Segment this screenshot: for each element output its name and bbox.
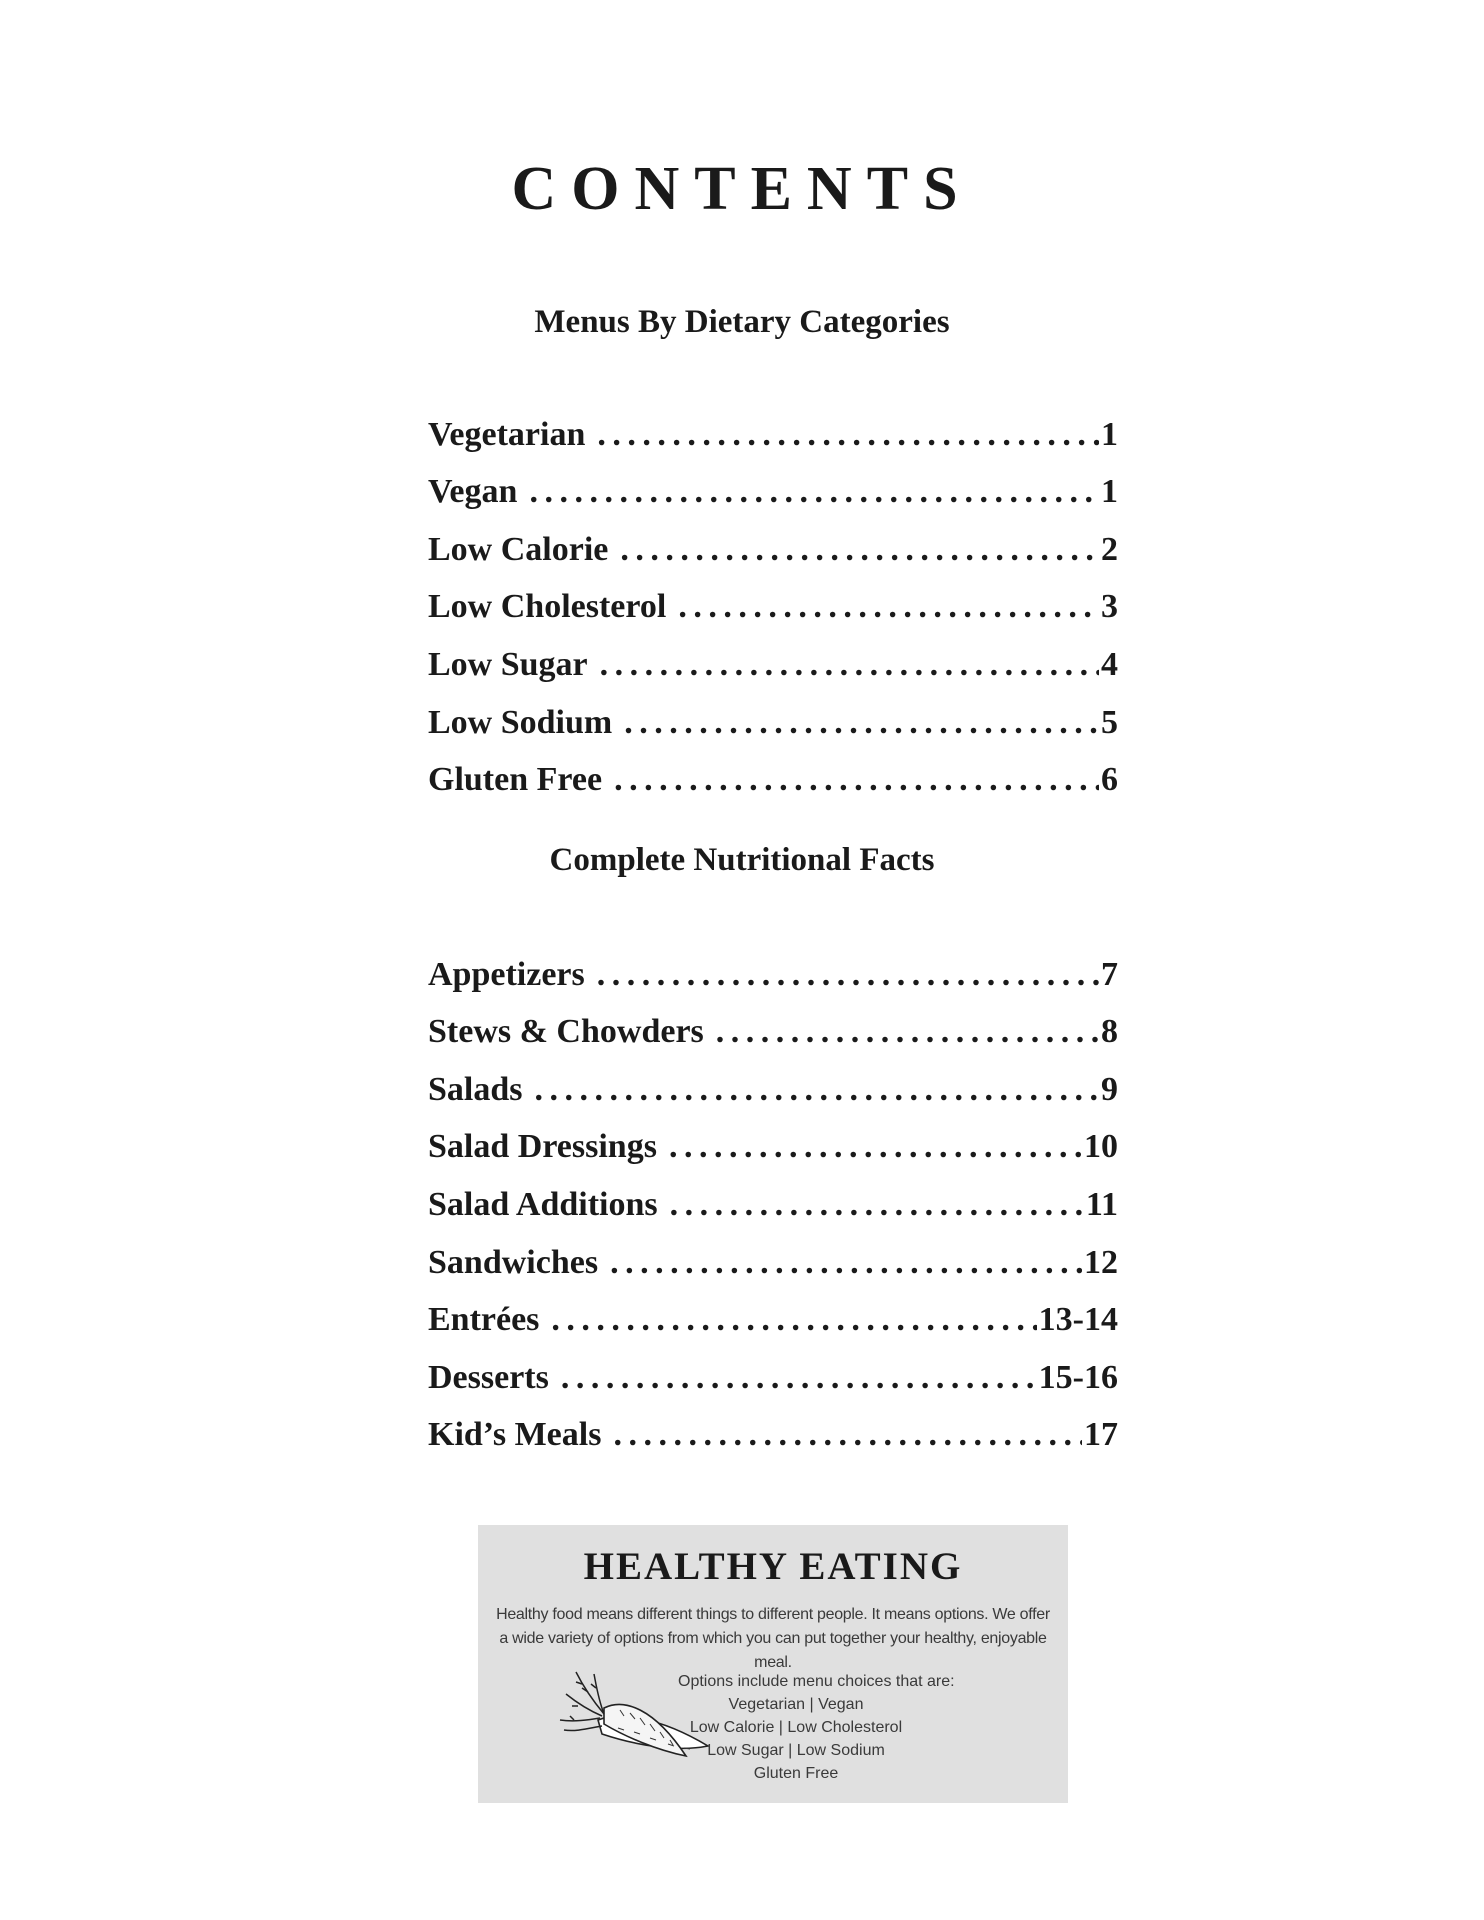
- option-line: Vegetarian | Vegan: [728, 1696, 864, 1713]
- dot-leader: [600, 648, 1099, 682]
- toc-page-number: 1: [1101, 473, 1118, 510]
- toc-entry-label: Low Cholesterol: [428, 588, 667, 625]
- option-line: Low Sugar | Low Sodium: [707, 1742, 885, 1759]
- toc-entry-low-sodium[interactable]: [428, 682, 1118, 740]
- toc-page-number: 5: [1101, 703, 1118, 740]
- dot-leader: [529, 475, 1099, 509]
- toc-entry-label: Vegan: [428, 473, 518, 510]
- toc-entry-label: Low Sugar: [428, 645, 588, 682]
- toc-entry-low-cholesterol[interactable]: [428, 567, 1118, 625]
- toc-entry-salad-additions[interactable]: [428, 1164, 1118, 1222]
- dot-leader: [561, 1361, 1037, 1395]
- healthy-eating-title: HEALTHY EATING: [583, 1545, 963, 1588]
- option-line: Gluten Free: [753, 1765, 839, 1782]
- nutritional-facts-heading: Complete Nutritional Facts: [549, 842, 935, 878]
- dot-leader: [678, 590, 1099, 624]
- healthy-eating-description: Healthy food means different things to different people. It means options. We offer a wide variety of options from which you can put together your healthy, enjoyable meal.: [496, 1606, 1050, 1671]
- dietary-categories-heading: Menus By Dietary Categories: [534, 304, 950, 340]
- dot-leader: [624, 706, 1099, 740]
- toc-page-number: 8: [1101, 1013, 1118, 1050]
- toc-page-number: 11: [1085, 1185, 1118, 1222]
- page-title: CONTENTS: [511, 155, 973, 223]
- toc-entry-label: Salads: [428, 1070, 523, 1107]
- toc-page-number: 3: [1101, 588, 1118, 625]
- toc-page-number: 13-14: [1038, 1301, 1118, 1338]
- toc-page-number: 10: [1084, 1128, 1118, 1165]
- toc-entry-appetizers[interactable]: [428, 934, 1118, 992]
- dot-leader: [670, 1188, 1084, 1222]
- toc-entry-label: Vegetarian: [428, 415, 586, 452]
- dot-leader: [551, 1303, 1036, 1337]
- toc-page-number: 6: [1101, 761, 1118, 798]
- dot-leader: [669, 1130, 1082, 1164]
- nutrition-toc-list: [428, 934, 1118, 1452]
- dot-leader: [716, 1015, 1099, 1049]
- toc-entry-salad-dressings[interactable]: [428, 1107, 1118, 1165]
- toc-entry-label: Appetizers: [428, 955, 585, 992]
- dietary-toc-list: [428, 394, 1118, 797]
- dot-leader: [620, 533, 1099, 567]
- toc-entry-desserts[interactable]: [428, 1337, 1118, 1395]
- toc-entry-gluten-free[interactable]: [428, 740, 1118, 798]
- toc-page-number: 2: [1101, 530, 1118, 567]
- toc-entry-vegan[interactable]: [428, 452, 1118, 510]
- toc-entry-label: Gluten Free: [428, 761, 603, 798]
- dot-leader: [597, 418, 1099, 452]
- toc-entry-entrees[interactable]: [428, 1280, 1118, 1338]
- toc-entry-label: Entrées: [428, 1301, 540, 1338]
- toc-entry-stews-chowders[interactable]: [428, 992, 1118, 1050]
- toc-page-number: 9: [1101, 1070, 1118, 1107]
- toc-entry-label: Low Sodium: [428, 703, 613, 740]
- dot-leader: [610, 1246, 1082, 1280]
- toc-page-number: 1: [1101, 415, 1118, 452]
- option-line: Low Calorie | Low Cholesterol: [689, 1719, 903, 1736]
- toc-entry-label: Salad Dressings: [428, 1128, 657, 1165]
- toc-entry-label: Sandwiches: [428, 1243, 599, 1280]
- toc-page-number: 15-16: [1038, 1358, 1118, 1395]
- toc-entry-label: Desserts: [428, 1358, 549, 1395]
- toc-page-number: 7: [1101, 955, 1118, 992]
- toc-entry-label: Stews & Chowders: [428, 1013, 704, 1050]
- toc-page-number: 12: [1084, 1243, 1118, 1280]
- healthy-options-list: [678, 1670, 955, 1785]
- toc-entry-low-sugar[interactable]: [428, 624, 1118, 682]
- toc-entry-low-calorie[interactable]: [428, 509, 1118, 567]
- toc-entry-salads[interactable]: [428, 1049, 1118, 1107]
- toc-entry-label: Low Calorie: [428, 530, 609, 567]
- dot-leader: [597, 958, 1099, 992]
- toc-page-number: 17: [1084, 1416, 1118, 1453]
- toc-entry-label: Kid’s Meals: [428, 1416, 602, 1453]
- dot-leader: [535, 1073, 1100, 1107]
- healthy-eating-box: [478, 1525, 1068, 1803]
- dot-leader: [614, 763, 1099, 797]
- toc-entry-kids-meals[interactable]: [428, 1395, 1118, 1453]
- options-intro: Options include menu choices that are:: [678, 1673, 955, 1690]
- toc-page-number: 4: [1101, 645, 1118, 682]
- dot-leader: [613, 1418, 1082, 1452]
- toc-entry-sandwiches[interactable]: [428, 1222, 1118, 1280]
- toc-entry-vegetarian[interactable]: [428, 394, 1118, 452]
- toc-entry-label: Salad Additions: [428, 1185, 658, 1222]
